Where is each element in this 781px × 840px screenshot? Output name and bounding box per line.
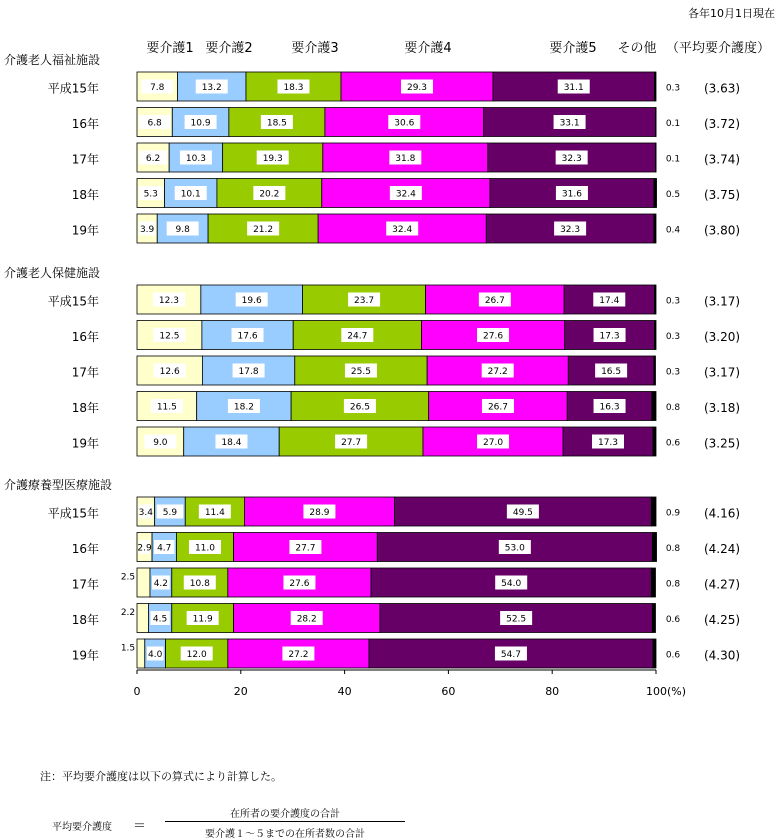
data-label: 26.7 xyxy=(487,402,508,413)
bar-segment xyxy=(652,392,656,421)
data-label: 0.3 xyxy=(665,296,681,307)
legend-header: 要介護4 xyxy=(404,41,452,56)
data-label: 12.3 xyxy=(158,296,179,306)
data-label: 26.5 xyxy=(349,402,370,413)
data-label: 17.6 xyxy=(237,331,258,342)
row-label: 18年 xyxy=(71,613,99,627)
average-care-level: (4.30) xyxy=(703,648,741,663)
data-label: 2.5 xyxy=(120,572,136,583)
data-label: 11.5 xyxy=(156,402,177,413)
x-tick-label: 80 xyxy=(545,685,560,698)
data-label: 18.4 xyxy=(221,438,242,448)
data-label: 0.1 xyxy=(665,154,681,165)
bar-segment xyxy=(654,321,656,350)
average-care-level: (3.18) xyxy=(703,401,741,415)
average-care-level: (3.74) xyxy=(703,152,741,167)
average-care-level: (4.25) xyxy=(703,613,741,627)
data-label: 32.4 xyxy=(392,225,413,235)
row-label: 平成15年 xyxy=(47,81,99,96)
data-label: 26.7 xyxy=(484,296,505,306)
data-label: 10.9 xyxy=(190,118,211,129)
data-label: 24.7 xyxy=(347,331,368,342)
data-label: 33.1 xyxy=(559,118,580,129)
bar-segment xyxy=(654,72,656,101)
bar-segment xyxy=(137,568,150,597)
bar-segment xyxy=(651,497,656,526)
data-label: 31.8 xyxy=(395,154,416,164)
bar-segment xyxy=(653,427,656,456)
formula-equals: ＝ xyxy=(133,819,147,834)
data-label: 0.8 xyxy=(665,403,681,413)
data-label: 28.9 xyxy=(309,508,330,518)
data-label: 30.6 xyxy=(394,118,415,129)
average-care-level: (3.72) xyxy=(703,117,741,131)
data-label: 10.8 xyxy=(189,579,210,589)
data-label: 0.4 xyxy=(665,225,681,236)
bar-segment xyxy=(655,108,656,137)
data-label: 10.1 xyxy=(180,189,201,200)
data-label: 27.0 xyxy=(483,438,504,448)
x-tick-label: 100(%) xyxy=(646,685,687,698)
legend-header: 要介護5 xyxy=(549,41,597,56)
x-tick-label: 20 xyxy=(233,685,248,698)
data-label: 23.7 xyxy=(354,296,375,306)
row-label: 17年 xyxy=(71,577,99,592)
bar-segment xyxy=(651,568,655,597)
data-label: 5.9 xyxy=(162,508,178,518)
bar-segment xyxy=(654,356,656,385)
bar-segment xyxy=(654,214,656,243)
group-label: 介護老人福祉施設 xyxy=(4,53,101,67)
data-label: 3.4 xyxy=(138,508,153,518)
data-label: 0.1 xyxy=(665,119,681,129)
data-label: 21.2 xyxy=(253,225,274,235)
data-label: 0.3 xyxy=(665,332,681,342)
data-label: 4.2 xyxy=(153,579,169,589)
row-label: 18年 xyxy=(71,188,99,202)
data-label: 17.4 xyxy=(599,296,620,306)
data-label: 2.2 xyxy=(120,608,136,618)
x-tick-label: 0 xyxy=(133,685,141,698)
data-label: 12.6 xyxy=(159,367,180,377)
data-label: 0.6 xyxy=(665,650,681,661)
data-label: 4.7 xyxy=(157,543,172,554)
average-care-level: (4.16) xyxy=(703,506,741,521)
row-label: 16年 xyxy=(71,117,99,131)
legend-header: （平均要介護度） xyxy=(665,41,771,56)
row-label: 17年 xyxy=(71,152,99,167)
data-label: 0.3 xyxy=(665,83,681,94)
data-label: 12.0 xyxy=(186,650,207,660)
average-care-level: (3.80) xyxy=(703,223,741,238)
data-label: 9.8 xyxy=(175,225,190,235)
group-label: 介護老人保健施設 xyxy=(4,266,101,280)
bar-segment xyxy=(653,639,656,668)
data-label: 54.7 xyxy=(500,650,521,660)
row-label: 19年 xyxy=(71,223,99,238)
bar-segment xyxy=(654,285,656,314)
data-label: 13.2 xyxy=(201,83,222,93)
row-label: 19年 xyxy=(71,436,99,451)
data-label: 32.3 xyxy=(560,225,581,235)
data-label: 11.4 xyxy=(204,508,225,518)
bar-segment xyxy=(652,533,656,562)
average-care-level: (4.27) xyxy=(703,577,741,592)
data-label: 5.3 xyxy=(143,189,158,200)
bar-segment xyxy=(655,143,656,172)
average-care-level: (3.17) xyxy=(703,365,741,380)
data-label: 54.0 xyxy=(501,579,522,589)
data-label: 6.8 xyxy=(147,118,162,129)
data-label: 31.6 xyxy=(561,189,582,200)
row-label: 19年 xyxy=(71,648,99,663)
data-label: 0.8 xyxy=(665,544,681,554)
row-label: 18年 xyxy=(71,401,99,415)
formula-numerator: 在所者の要介護度の合計 xyxy=(230,809,340,820)
data-label: 19.6 xyxy=(241,296,262,306)
data-label: 29.3 xyxy=(406,83,428,93)
bar-segment xyxy=(137,639,145,668)
data-label: 17.8 xyxy=(238,367,259,377)
data-label: 0.3 xyxy=(665,367,681,378)
data-label: 53.0 xyxy=(504,543,525,554)
data-label: 12.5 xyxy=(159,331,180,342)
data-label: 32.4 xyxy=(395,189,416,200)
data-label: 16.3 xyxy=(599,402,620,413)
data-label: 0.6 xyxy=(665,438,681,449)
data-label: 2.9 xyxy=(137,543,152,554)
average-care-level: (3.17) xyxy=(703,294,741,309)
average-care-level: (3.20) xyxy=(703,330,741,344)
x-tick-label: 40 xyxy=(337,685,352,698)
data-label: 17.3 xyxy=(597,438,619,448)
data-label: 27.2 xyxy=(487,367,508,377)
legend-header: その他 xyxy=(617,41,657,56)
data-label: 31.1 xyxy=(563,83,584,93)
data-label: 27.7 xyxy=(295,543,316,554)
data-label: 18.5 xyxy=(266,118,287,129)
average-care-level: (3.75) xyxy=(703,188,741,202)
footnote: 注：平均要介護度は以下の算式により計算した。 xyxy=(40,770,282,783)
group-label: 介護療養型医療施設 xyxy=(4,478,113,492)
average-care-level: (3.25) xyxy=(703,436,741,451)
data-label: 32.3 xyxy=(561,154,582,164)
data-label: 0.6 xyxy=(665,615,681,625)
data-label: 27.6 xyxy=(483,331,504,342)
data-label: 11.9 xyxy=(192,614,213,625)
average-care-level: (4.24) xyxy=(703,542,741,556)
data-label: 0.9 xyxy=(665,508,681,519)
data-label: 3.9 xyxy=(139,225,155,235)
row-label: 平成15年 xyxy=(47,506,99,521)
row-label: 17年 xyxy=(71,365,99,380)
formula-lhs: 平均要介護度 xyxy=(52,822,112,833)
date-note: 各年10月1日現在 xyxy=(688,7,775,20)
legend-header: 要介護2 xyxy=(205,41,253,56)
data-label: 9.0 xyxy=(153,438,168,448)
average-care-level: (3.63) xyxy=(703,81,741,96)
data-label: 28.2 xyxy=(296,614,317,625)
data-label: 0.8 xyxy=(665,579,681,590)
row-label: 16年 xyxy=(71,330,99,344)
bar-segment xyxy=(654,179,657,208)
data-label: 19.3 xyxy=(262,154,283,164)
x-tick-label: 60 xyxy=(441,685,456,698)
data-label: 18.3 xyxy=(283,83,304,93)
row-label: 平成15年 xyxy=(47,294,99,309)
data-label: 49.5 xyxy=(512,508,533,518)
data-label: 27.7 xyxy=(341,438,362,448)
data-label: 0.5 xyxy=(665,190,681,200)
data-label: 27.6 xyxy=(289,579,310,589)
data-label: 4.5 xyxy=(152,614,168,625)
bar-segment xyxy=(652,604,655,633)
data-label: 1.5 xyxy=(120,643,136,654)
data-label: 4.0 xyxy=(148,650,163,660)
row-label: 16年 xyxy=(71,542,99,556)
legend-header: 要介護1 xyxy=(146,41,194,56)
data-label: 17.3 xyxy=(599,331,620,342)
data-label: 16.5 xyxy=(601,367,622,377)
formula-fraction-line xyxy=(165,821,405,822)
formula-denominator: 要介護１～５までの在所者数の合計 xyxy=(205,829,365,840)
data-label: 11.0 xyxy=(194,543,216,554)
data-label: 20.2 xyxy=(259,189,280,200)
data-label: 10.3 xyxy=(185,154,206,164)
data-label: 52.5 xyxy=(506,614,527,625)
bar-segment xyxy=(137,604,148,633)
data-label: 6.2 xyxy=(145,154,161,164)
data-label: 18.2 xyxy=(233,402,254,413)
data-label: 25.5 xyxy=(350,367,371,377)
data-label: 27.2 xyxy=(288,650,309,660)
data-label: 7.8 xyxy=(150,83,165,93)
legend-header: 要介護3 xyxy=(291,41,339,56)
